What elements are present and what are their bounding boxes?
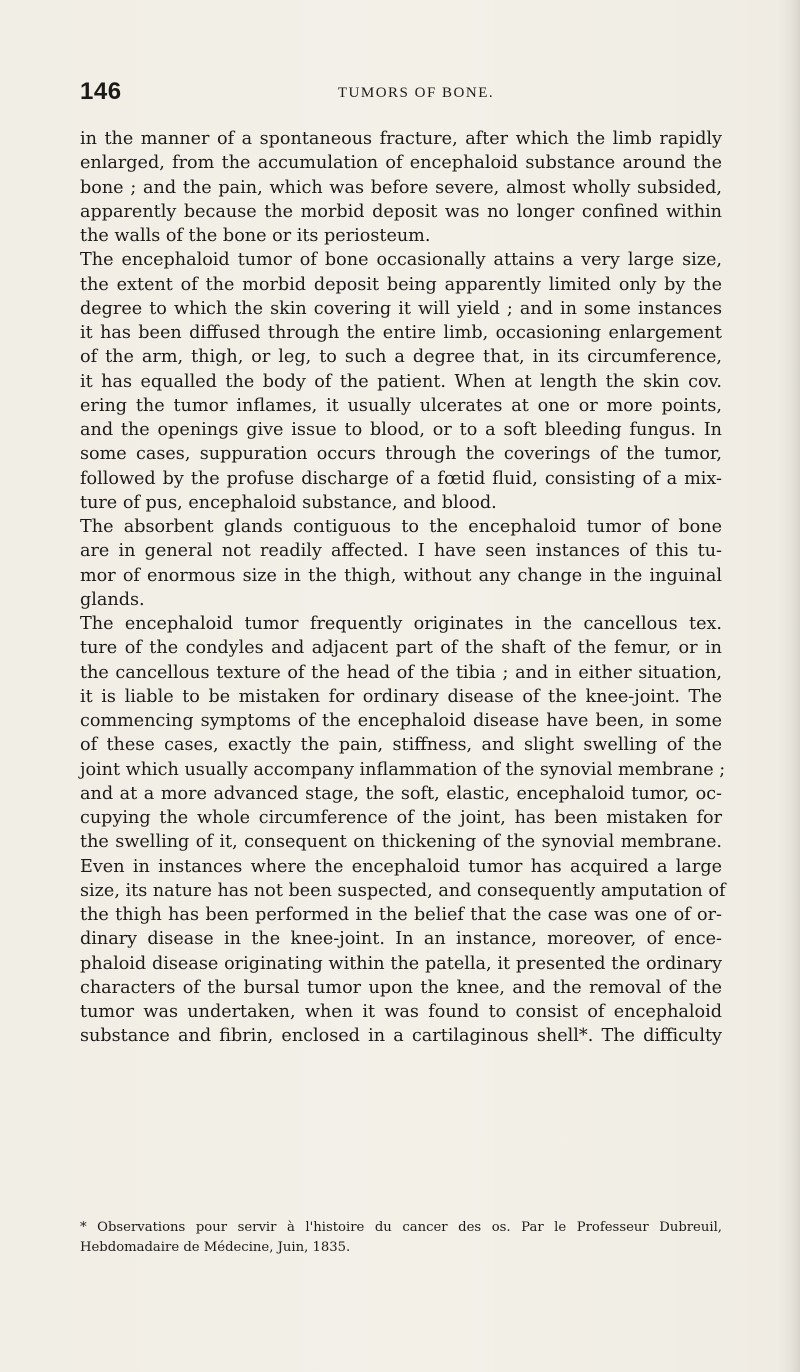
text-line: the swelling of it, consequent on thickening of the synovial membrane. (80, 832, 722, 853)
page-edge-shadow (778, 0, 800, 1372)
text-line: glands. (80, 589, 145, 610)
text-line: ture of the condyles and adjacent part of the shaft of the femur, or in (80, 638, 722, 659)
text-line: mor of enormous size in the thigh, without any change in the inguinal (80, 565, 722, 586)
text-line: and the openings give issue to blood, or to a soft bleeding fungus. In (80, 420, 722, 440)
text-line: ering the tumor inflames, it usually ulcerates at one or more points, (80, 395, 722, 416)
footnote (80, 1218, 722, 1258)
text-line: substance and fibrin, enclosed in a cartilaginous shell*. The difficulty (80, 1026, 722, 1047)
text-line: The encephaloid tumor of bone occasionally attains a very large size, (80, 250, 722, 271)
text-line: it is liable to be mistaken for ordinary disease of the knee-joint. The (80, 686, 722, 707)
text-line: phaloid disease originating within the patella, it presented the ordinary (80, 953, 722, 974)
text-line: degree to which the skin covering it will yield ; and in some instances (80, 298, 722, 319)
text-line: of the arm, thigh, or leg, to such a degree that, in its circumference, (80, 347, 722, 368)
running-title: TUMORS OF BONE. (337, 85, 495, 101)
text-line: cupying the whole circumference of the joint, has been mistaken for (80, 808, 722, 828)
text-line: it has equalled the body of the patient. When at length the skin cov. (80, 371, 722, 392)
text-line: in the manner of a spontaneous fracture, after which the limb rapidly (80, 129, 722, 149)
text-line: size, its nature has not been suspected, and consequently amputation of (80, 880, 726, 901)
text-line: Even in instances where the encephaloid tumor has acquired a large (80, 856, 722, 877)
text-line: tumor was undertaken, when it was found to consist of encephaloid (80, 1002, 722, 1022)
footnote-line: * Observations pour servir à l'histoire du cancer des os. Par le Professeur Dubreuil, (80, 1220, 722, 1235)
footnote-line: Hebdomadaire de Médecine, Juin, 1835. (80, 1240, 351, 1255)
text-line: the walls of the bone or its periosteum. (80, 226, 431, 246)
page-number: 146 (80, 78, 122, 105)
text-line: some cases, suppuration occurs through the coverings of the tumor, (80, 444, 722, 465)
text-line: joint which usually accompany inflammation of the synovial membrane ; (80, 759, 726, 780)
text-line: The absorbent glands contiguous to the encephaloid tumor of bone (80, 517, 722, 537)
text-line: characters of the bursal tumor upon the knee, and the removal of the (80, 977, 722, 998)
body-text (80, 127, 726, 1049)
text-line: it has been diffused through the entire limb, occasioning enlargement (80, 323, 722, 343)
text-line: and at a more advanced stage, the soft, elastic, encephaloid tumor, oc- (80, 783, 722, 804)
text-line: enlarged, from the accumulation of encephaloid substance around the (80, 153, 722, 174)
text-line: followed by the profuse discharge of a fœtid fluid, consisting of a mix- (80, 468, 722, 489)
text-line: the cancellous texture of the head of the tibia ; and in either situation, (80, 662, 722, 683)
page-header (80, 78, 722, 108)
text-line: the extent of the morbid deposit being apparently limited only by the (80, 274, 722, 295)
text-line: are in general not readily affected. I have seen instances of this tu- (80, 541, 722, 562)
text-line: ture of pus, encephaloid substance, and blood. (80, 492, 497, 513)
text-line: dinary disease in the knee-joint. In an instance, moreover, of ence- (80, 929, 722, 950)
text-line: bone ; and the pain, which was before severe, almost wholly subsided, (80, 177, 722, 198)
text-line: of these cases, exactly the pain, stiffness, and slight swelling of the (80, 735, 722, 756)
text-line: apparently because the morbid deposit was no longer confined within (80, 201, 722, 222)
text-line: the thigh has been performed in the belief that the case was one of or- (80, 905, 722, 925)
text-line: commencing symptoms of the encephaloid disease have been, in some (80, 711, 722, 731)
text-line: The encephaloid tumor frequently originates in the cancellous tex. (80, 614, 722, 634)
